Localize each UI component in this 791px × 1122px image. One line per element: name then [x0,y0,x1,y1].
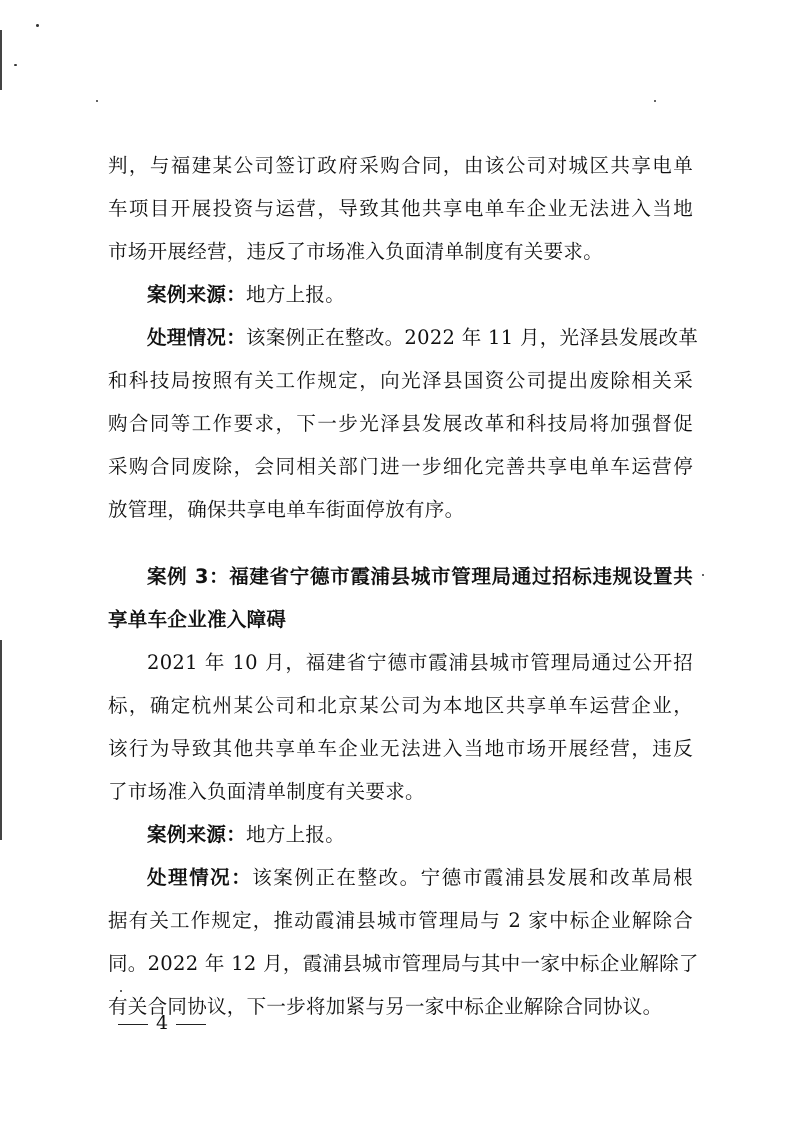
body-line: 有关合同协议，下一步将加紧与另一家中标企业解除合同协议。 [108,995,663,1018]
page-number-dash [118,1024,148,1025]
case-source-value: 地方上报。 [246,823,346,846]
body-line: 市场开展经营，违反了市场准入负面清单制度有关要求。 [108,240,604,263]
scan-speck [702,574,704,576]
body-line: 同。2022 年 12 月，霞浦县城市管理局与其中一家中标企业解除了 [108,952,699,975]
scan-speck [96,100,98,102]
case-source [147,820,693,850]
body-line: 采购合同废除，会同相关部门进一步细化完善共享电单车运营停 [108,455,693,478]
case-handling [147,323,699,353]
body-line: 标，确定杭州某公司和北京某公司为本地区共享单车运营企业， [108,694,693,717]
case-handling [147,863,693,893]
body-line: 购合同等工作要求，下一步光泽县发展改革和科技局将加强督促 [108,412,693,435]
case-handling-label: 处理情况： [147,866,253,889]
scan-speck [14,64,17,66]
scan-edge-mark [0,30,2,90]
body-line: 车项目开展投资与运营，导致其他共享电单车企业无法进入当地 [108,197,693,220]
page-number-value: 4 [156,1012,169,1034]
scan-speck [36,24,39,27]
page-number-dash [176,1024,206,1025]
case-title: 享单车企业准入障碍 [108,608,287,631]
body-line: 和科技局按照有关工作规定，向光泽县国资公司提出废除相关采 [108,369,693,392]
case-handling-text: 该案例正在整改。宁德市霞浦县发展和改革局根 [252,866,693,889]
case-source-label: 案例来源： [147,823,247,846]
case-title: 案例 3：福建省宁德市霞浦县城市管理局通过招标违规设置共 [147,565,693,588]
case-source-value: 地方上报。 [246,283,346,306]
body-line: 2021 年 10 月，福建省宁德市霞浦县城市管理局通过公开招 [147,651,693,674]
case-handling-text: 该案例正在整改。2022 年 11 月，光泽县发展改革 [246,326,699,349]
case-source-label: 案例来源： [147,283,247,306]
case-handling-label: 处理情况： [147,326,247,349]
body-line: 放管理，确保共享电单车街面停放有序。 [108,498,465,521]
body-line: 该行为导致其他共享单车企业无法进入当地市场开展经营，违反 [108,737,693,760]
scan-edge-mark [0,640,2,840]
case-source [147,280,693,310]
body-line: 了市场准入负面清单制度有关要求。 [108,780,425,803]
body-line: 判，与福建某公司签订政府采购合同，由该公司对城区共享电单 [108,154,693,177]
scan-speck [654,100,656,102]
body-line: 据有关工作规定，推动霞浦县城市管理局与 2 家中标企业解除合 [108,909,693,932]
page-number [118,1012,206,1034]
